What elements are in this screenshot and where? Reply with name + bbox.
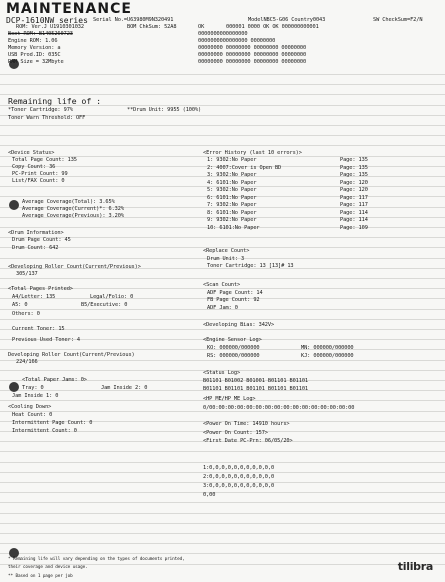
- punch-hole: [9, 382, 19, 392]
- engine-rom: Engine ROM: 1.06: [8, 38, 58, 44]
- model-series: DCP-1610NW series: [6, 16, 88, 25]
- toner-remaining: *Toner Cartridge: 97%: [8, 107, 73, 113]
- drum-count: Drum Count: 642: [12, 245, 59, 251]
- error-entry: 10: 6101:No Paper: [207, 224, 260, 231]
- brand-logo: tilibra: [397, 560, 433, 573]
- drum-remaining: **Drum Unit: 9955 (100%): [127, 107, 202, 113]
- coverage-previous: Average Coverage(Previous): 3.20%: [22, 213, 124, 219]
- device-status-heading: <Device Status>: [8, 150, 55, 156]
- replace-drum: Drum Unit: 3: [207, 256, 245, 262]
- ruled-line: [0, 462, 445, 463]
- intermittent-page-count: Intermittent Page Count: 0: [12, 420, 93, 426]
- paper-jams-heading: <Total Paper Jams: 0>: [22, 377, 87, 383]
- error-page: Page: 120: [340, 187, 368, 193]
- total-pages-heading: <Total Pages Printed>: [8, 286, 73, 292]
- error-entry: 9: 9302:No Paper: [207, 217, 257, 223]
- ok-label: OK: [198, 24, 205, 30]
- replace-count-heading: <Replace Count>: [203, 248, 250, 254]
- scan-count-heading: <Scan Count>: [203, 282, 241, 288]
- footnote: * Remaining life will vary depending on the types of documents printed,: [8, 557, 185, 562]
- error-page: Page: 135: [340, 157, 368, 163]
- ok-values: 000001 0000 OK OK 000000000001: [226, 24, 319, 30]
- b5-executive-count: B5/Executive: 0: [81, 302, 128, 308]
- register-row: 1:0,0,0,0,0,0,0,0,0,0,0: [203, 465, 275, 471]
- memory-version: Memory Version: a: [8, 45, 61, 51]
- ruled-line: [0, 451, 445, 452]
- ruled-line: [0, 543, 445, 544]
- status-log-heading: <Status Log>: [203, 370, 241, 376]
- register-row: 3:0,0,0,0,0,0,0,0,0,0,0: [203, 483, 275, 489]
- a5-count: A5: 0: [12, 302, 28, 308]
- ruled-line: [0, 523, 445, 524]
- pc-print-count: PC-Print Count: 99: [12, 171, 68, 177]
- replace-toner: Toner Cartridge: 13 [13]# 13: [207, 263, 294, 269]
- intermittent-count: Intermittent Count: 0: [12, 428, 77, 434]
- power-on-time: <Power On Time: 14910 hours>: [203, 421, 290, 427]
- error-entry: 7: 9302:No Paper: [207, 202, 257, 208]
- legal-folio-count: Legal/Folio: 0: [90, 294, 134, 300]
- sw-checksum: SW CheckSum=F2/N: [373, 17, 423, 23]
- punch-hole: [9, 200, 19, 210]
- adf-page-count: ADF Page Count: 14: [207, 290, 263, 296]
- developing-roller-heading-2: Developing Roller Count(Current/Previous): [8, 352, 135, 358]
- status-log-row: B01101 B01002 B01001 B01101 B01101: [203, 378, 309, 384]
- hex-row: 0000000000000000: [198, 31, 248, 37]
- rom-version: ROM: Ver.J U1910301032: [16, 24, 84, 30]
- error-page: Page: 117: [340, 202, 368, 208]
- report-title: MAINTENANCE: [6, 1, 132, 17]
- ram-size: RAM Size = 32Mbyte: [8, 59, 64, 65]
- heat-count: Heat Count: 0: [12, 412, 53, 418]
- coverage-current: Average Coverage(Current)*: 6.32%: [22, 206, 124, 212]
- register-row: 2:0,0,0,0,0,0,0,0,0,0,0: [203, 474, 275, 480]
- toner-warn-threshold: Toner Warn Threshold: OFF: [8, 115, 86, 121]
- error-entry: 5: 9302:No Paper: [207, 187, 257, 193]
- error-entry: 2: 4007:Cover is Open BD: [207, 164, 282, 171]
- ruled-line: [0, 472, 445, 473]
- error-page: Page: 117: [340, 194, 368, 201]
- previous-used-toner: Previous Used Toner: 4: [12, 337, 80, 343]
- ruled-line: [0, 84, 445, 85]
- ruled-line: [0, 278, 445, 279]
- footnote: their coverage and device usage.: [8, 565, 88, 570]
- developing-bias: <Developing Bias: 342V>: [203, 322, 275, 328]
- list-fax-count: List/FAX Count: 0: [12, 178, 65, 184]
- ruled-line: [0, 135, 445, 136]
- first-date-pc-prn: <First Date PC-Prn: 06/05/20>: [203, 438, 293, 444]
- developing-roller-heading: <Developing Roller Count(Current/Previous)>: [8, 264, 141, 270]
- jam-inside-2: Jam Inside 2: 0: [101, 385, 148, 391]
- usb-prod-id: USB Prod.ID: 035C: [8, 52, 61, 58]
- others-count: Others: 0: [12, 311, 40, 317]
- ruled-line: [0, 74, 445, 75]
- error-page: Page: 135: [340, 172, 368, 178]
- boot-rom: Boot ROM: B1405260723: [8, 31, 73, 37]
- ruled-line: [0, 319, 445, 320]
- engine-sensor-heading: <Engine Sensor Log>: [203, 337, 262, 343]
- ruled-line: [0, 411, 445, 412]
- error-entry: 8: 6101:No Paper: [207, 209, 257, 216]
- error-page: Page: 114: [340, 217, 368, 223]
- sensor-mn: MN: 000000/000000: [301, 345, 354, 351]
- adf-jam-count: ADF Jam: 0: [207, 305, 238, 311]
- error-page: Page: 114: [340, 209, 368, 216]
- drum-info-heading: <Drum Information>: [8, 230, 64, 236]
- error-entry: 1: 9302:No Paper: [207, 157, 257, 163]
- ruled-line: [0, 513, 445, 514]
- hex-row: 0000000000000000 00000000: [198, 38, 276, 44]
- serial-number: Serial No.=U63980M9N320491: [93, 17, 174, 23]
- developing-roller-value-2: 224/166: [16, 359, 38, 365]
- hex-row: 00000000 00000000 00000000 00000000: [198, 45, 307, 51]
- bom-checksum: BOM ChkSum: 52A8: [127, 24, 177, 30]
- ruled-line: [0, 329, 445, 330]
- ruled-line: [0, 360, 445, 361]
- a4-letter-count: A4/Letter: 135: [12, 294, 56, 300]
- hex-row: 00000000 00000000 00000000 00000000: [198, 59, 307, 65]
- model-country: ModelNBC5-G06 Country0043: [248, 17, 326, 23]
- coverage-total: Average Coverage(Total): 3.65%: [22, 199, 115, 205]
- ruled-line: [0, 533, 445, 534]
- error-page: Page: 109: [340, 224, 368, 231]
- hp-log-heading: <HP ME/HP ME Log>: [203, 396, 256, 402]
- error-page: Page: 120: [340, 179, 368, 186]
- footnote: ** Based on 1 page per job: [8, 574, 73, 579]
- drum-page-count: Drum Page Count: 45: [12, 237, 71, 243]
- tray-jam: Tray: 0: [22, 385, 44, 391]
- error-entry: 4: 6101:No Paper: [207, 179, 257, 186]
- ruled-line: [0, 145, 445, 146]
- error-entry: 6: 6101:No Paper: [207, 194, 257, 201]
- sensor-kj: KJ: 000000/000000: [301, 353, 354, 359]
- ruled-line: [0, 125, 445, 126]
- ruled-line: [0, 492, 445, 493]
- register-row: 0,00: [203, 492, 216, 498]
- status-log-row: B01101 B01101 B01101 B01101 B01101: [203, 386, 309, 392]
- error-history-heading: <Error History (last 10 errors)>: [203, 150, 302, 156]
- hex-row: 00000000 00000000 00000000 00000000: [198, 52, 307, 58]
- error-page: Page: 135: [340, 164, 368, 171]
- error-entry: 3: 9302:No Paper: [207, 172, 257, 178]
- remaining-heading: Remaining life of :: [8, 96, 102, 106]
- sensor-ko: KO: 000000/000000: [207, 345, 260, 351]
- jam-inside-1: Jam Inside 1: 0: [12, 393, 59, 399]
- hp-log-value: 0/00:00:00:00:00:00:00:00:00:00:00:00:00:00:00:00: [203, 405, 355, 411]
- ruled-line: [0, 94, 445, 95]
- power-on-count: <Power On Count: 157>: [203, 430, 268, 436]
- developing-roller-value: 305/137: [16, 271, 38, 277]
- current-toner: Current Toner: 15: [12, 326, 65, 332]
- ruled-line: [0, 502, 445, 503]
- cooling-heading: <Cooling Down>: [8, 404, 52, 410]
- total-page-count: Total Page Count: 135: [12, 157, 77, 163]
- ruled-line: [0, 553, 445, 554]
- fb-page-count: FB Page Count: 92: [207, 297, 260, 303]
- sensor-rs: RS: 000000/000000: [207, 353, 260, 359]
- copy-count: Copy Count: 36: [12, 164, 56, 170]
